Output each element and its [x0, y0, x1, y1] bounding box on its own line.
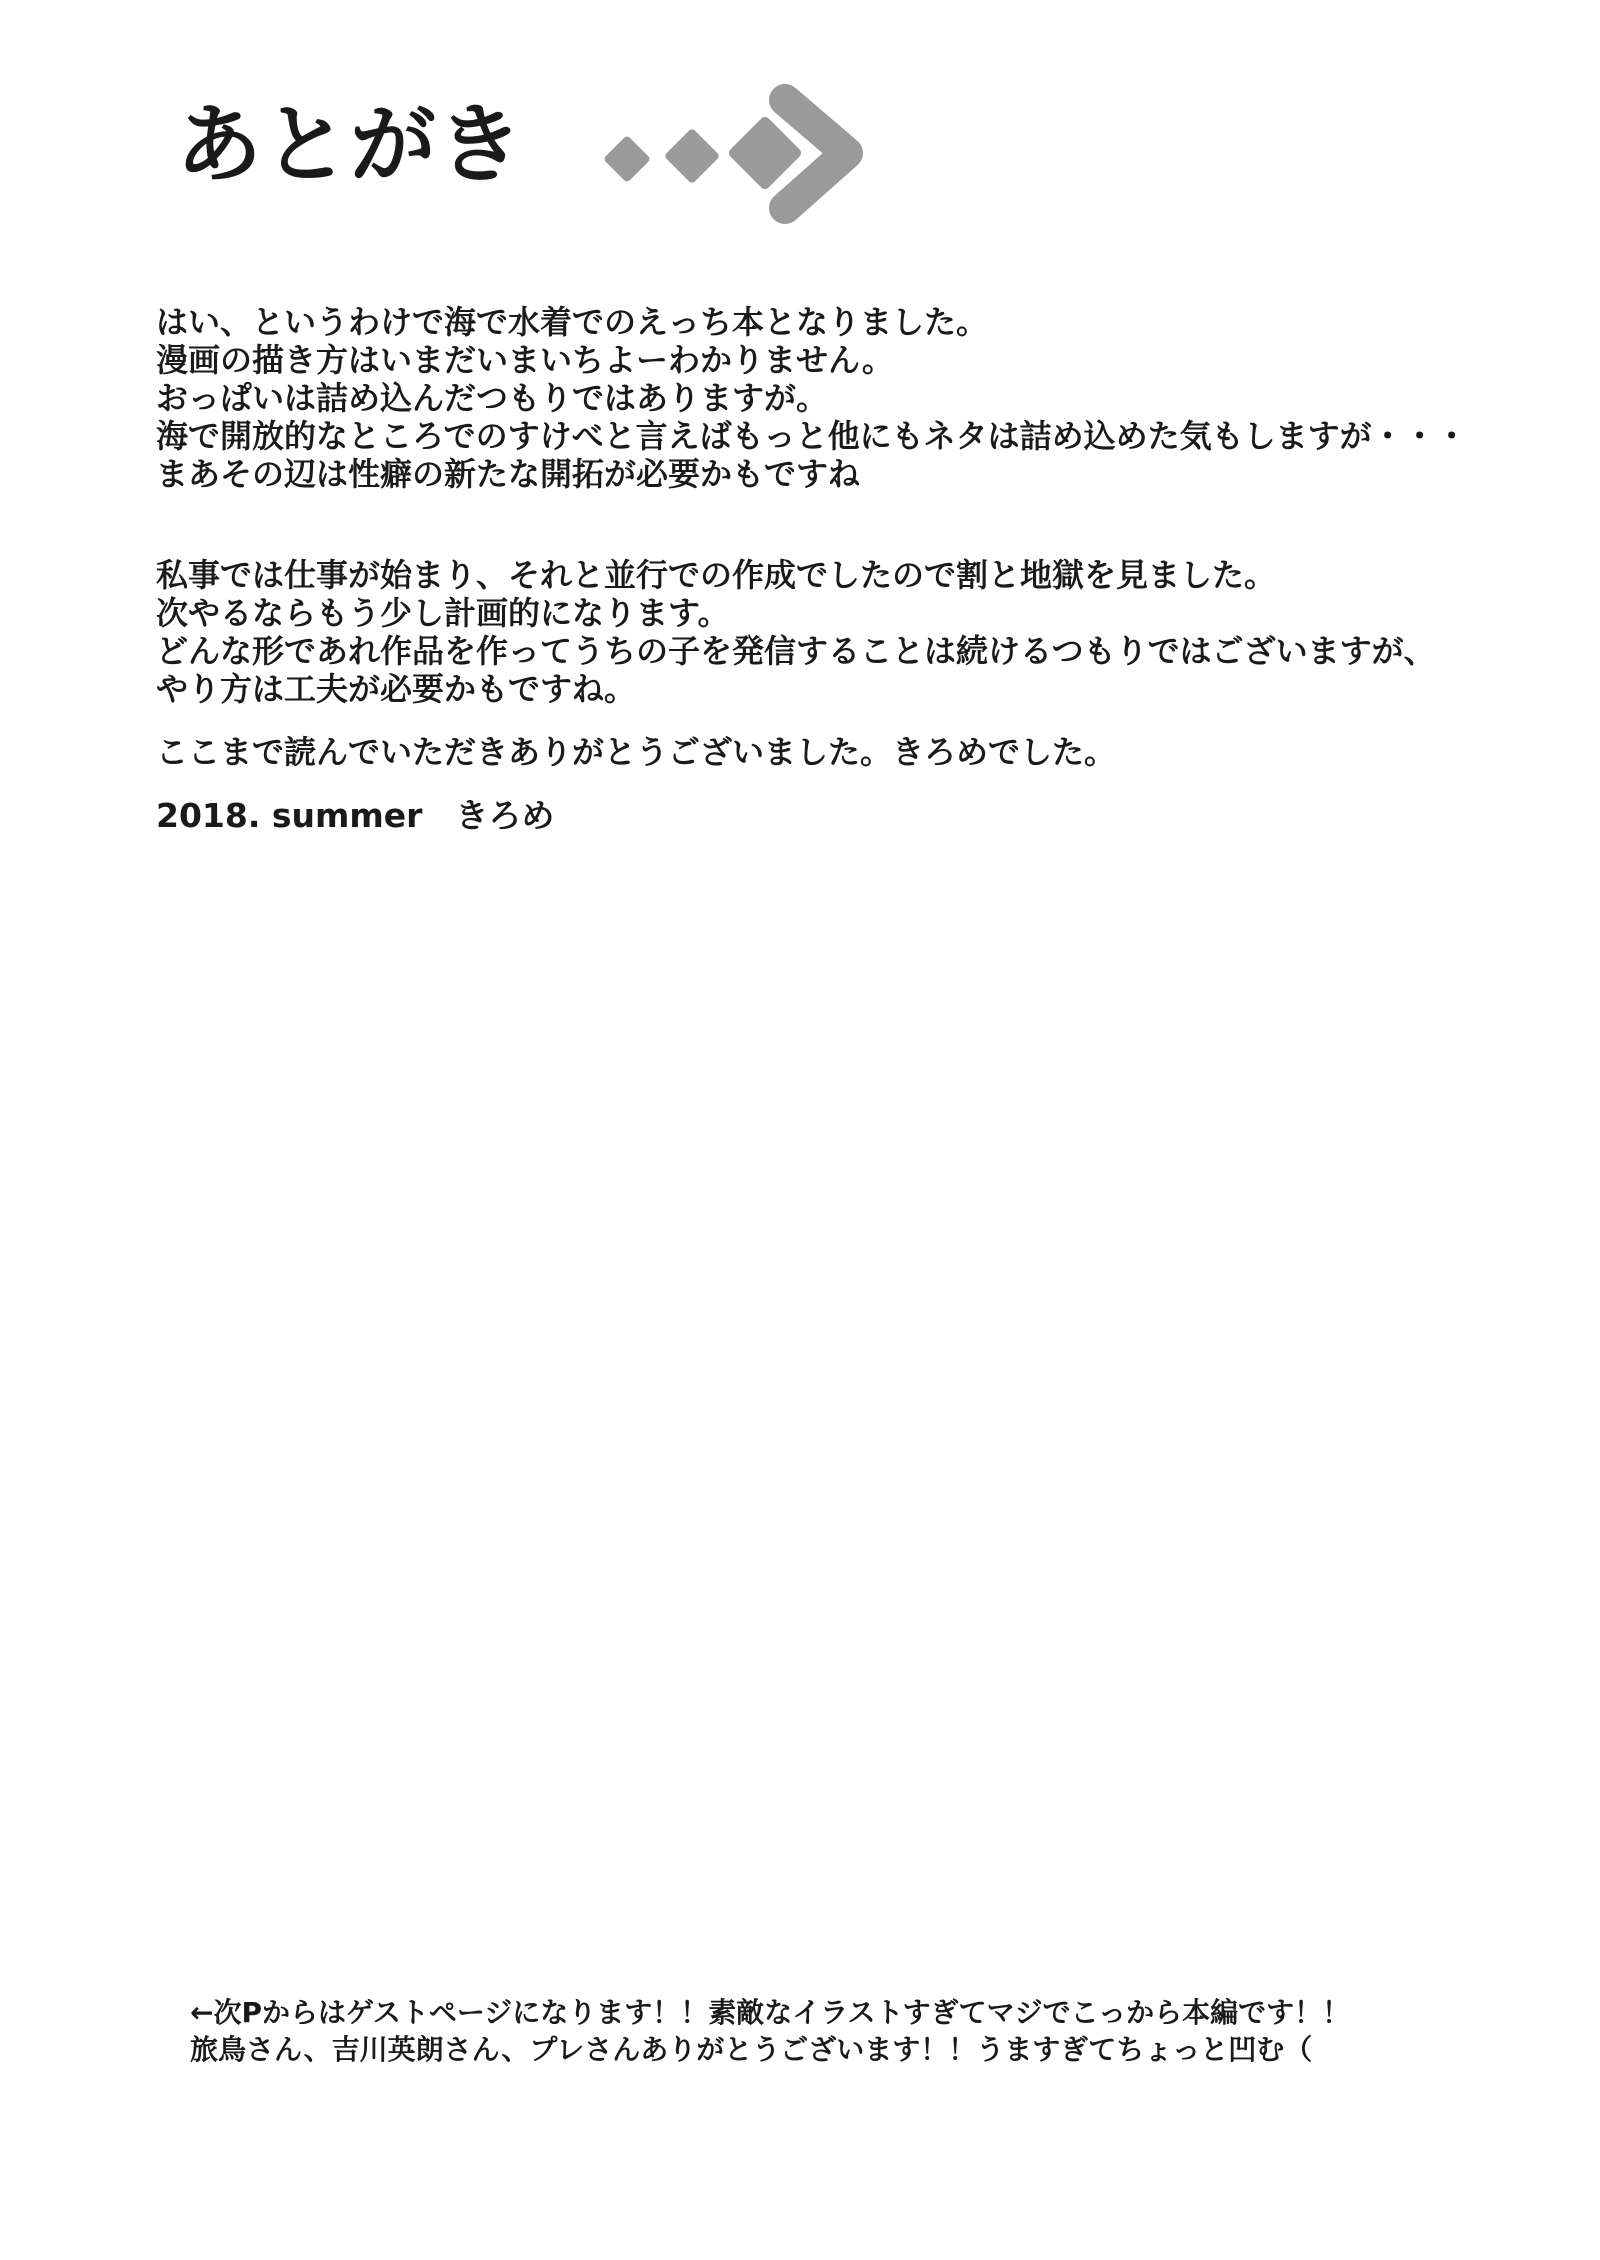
diamond-medium-icon	[664, 128, 721, 185]
paragraph-line: はい、というわけで海で水着でのえっち本となりました。	[156, 303, 989, 341]
closing-line: ここまで読んでいただきありがとうございました。きろめでした。	[156, 733, 1117, 771]
guest-page-note	[190, 1994, 1350, 2068]
paragraph-line: やり方は工夫が必要かもですね。	[156, 670, 637, 708]
footer-line: ←次Pからはゲストページになります！！素敵なイラストすぎてマジでこっから本編です！！	[190, 1996, 1351, 2029]
paragraph-line: どんな形であれ作品を作ってうちの子を発信することは続けるつもりではございますが、	[156, 632, 1436, 670]
paragraph-line: 私事では仕事が始まり、それと並行での作成でしたので割と地獄を見ました。	[156, 556, 1277, 594]
afterword-paragraph-2	[156, 556, 1436, 708]
page-title: あとがき	[176, 95, 524, 195]
signature-line: 2018. summer きろめ	[156, 796, 555, 835]
paragraph-line: 漫画の描き方はいまだいまいちよーわかりません。	[156, 341, 894, 379]
afterword-paragraph-1	[156, 303, 1468, 493]
paragraph-line: 次やるならもう少し計画的になります。	[156, 594, 730, 632]
footer-line: 旅鳥さん、吉川英朗さん、プレさんありがとうございます！！うますぎてちょっと凹む（	[190, 2033, 1313, 2066]
title-decoration	[595, 75, 895, 240]
paragraph-line: まあその辺は性癖の新たな開拓が必要かもですね	[156, 455, 861, 493]
paragraph-line: 海で開放的なところでのすけべと言えばもっと他にもネタは詰め込めた気もしますが・・・	[156, 417, 1468, 455]
diamond-small-icon	[603, 135, 651, 183]
paragraph-line: おっぱいは詰め込んだつもりではありますが。	[156, 379, 829, 417]
